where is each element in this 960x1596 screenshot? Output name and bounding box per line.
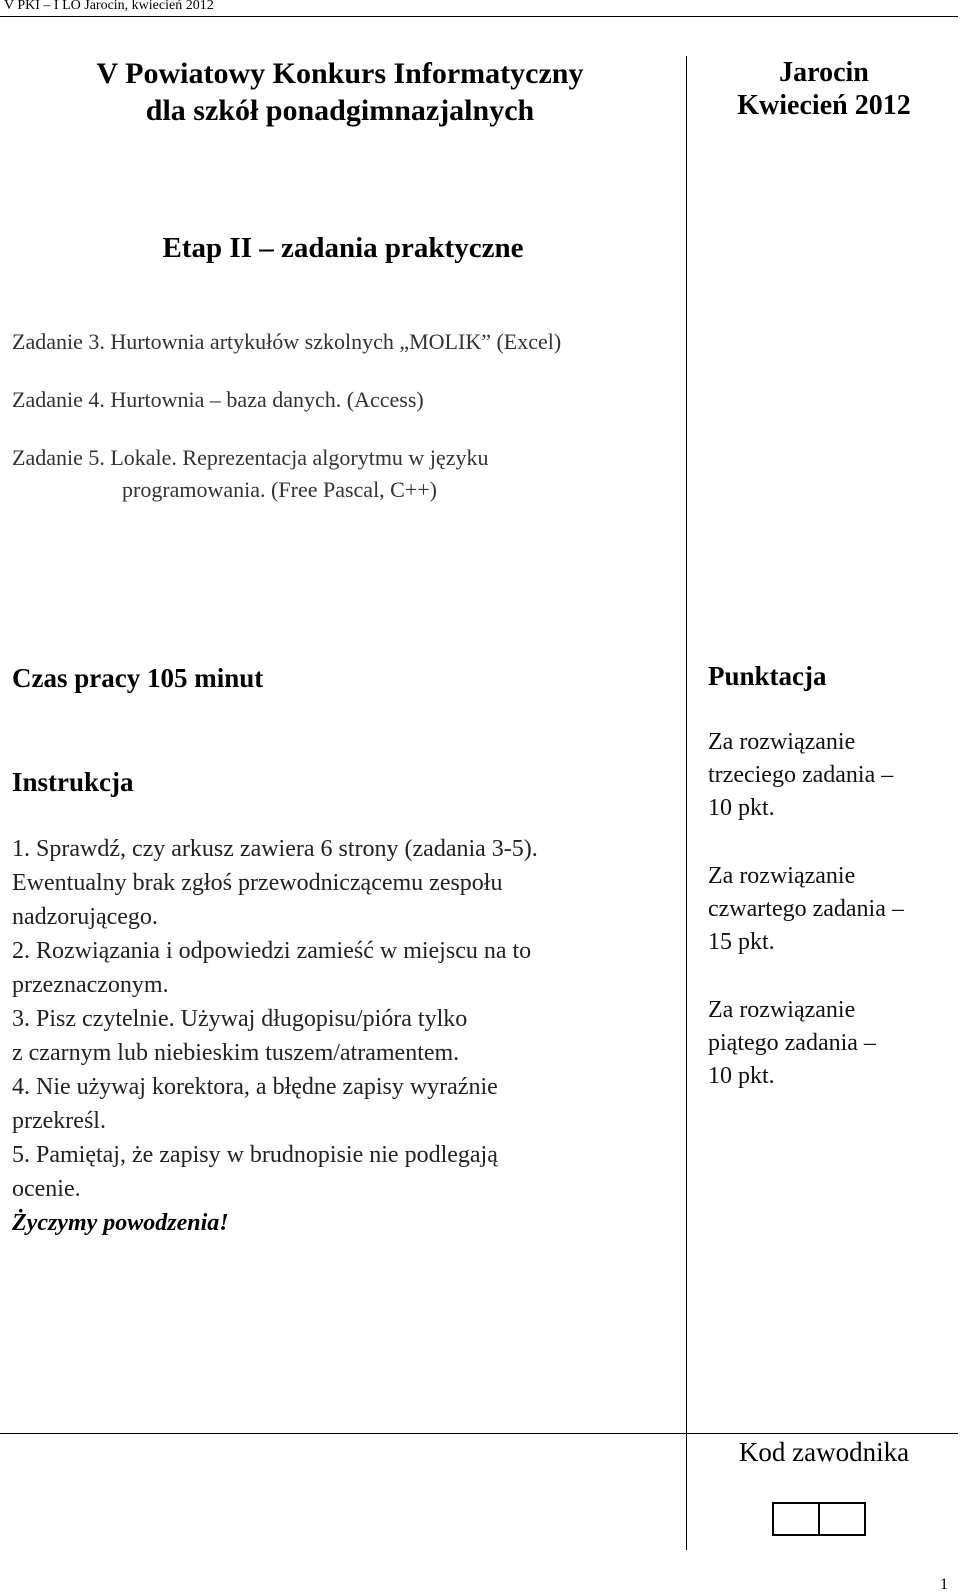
task-5-line-2: programowania. (Free Pascal, C++) [122, 477, 437, 502]
task-3: Zadanie 3. Hurtownia artykułów szkolnych „MOLIK” (Excel) [12, 329, 562, 354]
contestant-code-label: Kod zawodnika [738, 1437, 910, 1467]
horizontal-divider [0, 1433, 958, 1434]
instruction-line: przeznaczonym. [12, 972, 169, 998]
scoring-item-line: trzeciego zadania – [708, 762, 894, 788]
scoring-item-3 [708, 726, 893, 825]
scoring-item-4 [708, 860, 904, 959]
closing-wish: Życzymy powodzenia! [12, 1210, 229, 1236]
running-header [0, 0, 958, 17]
page-number: 1 [940, 1576, 948, 1593]
scoring-heading: Punktacja [708, 661, 827, 691]
instruction-line: ocenie. [12, 1176, 81, 1202]
work-time: Czas pracy 105 minut [12, 663, 264, 693]
task-4: Zadanie 4. Hurtownia – baza danych. (Access) [12, 387, 424, 412]
title-line-2: dla szkół ponadgimnazjalnych [145, 94, 535, 127]
scoring-item-line: piątego zadania – [708, 1030, 876, 1056]
scoring-item-5 [708, 994, 876, 1093]
instruction-line: Ewentualny brak zgłoś przewodniczącemu zespołu [12, 870, 503, 896]
instruction-line: przekreśl. [12, 1108, 106, 1134]
instructions-list [12, 832, 538, 1240]
instruction-line: 3. Pisz czytelnie. Używaj długopisu/pióra tylko [12, 1006, 468, 1032]
date: Kwiecień 2012 [737, 90, 911, 121]
vertical-divider [686, 56, 687, 1550]
instruction-line: 4. Nie używaj korektora, a błędne zapisy wyraźnie [12, 1074, 498, 1100]
instruction-line: 1. Sprawdź, czy arkusz zawiera 6 strony (zadania 3-5). [12, 836, 538, 862]
scoring-item-line: Za rozwiązanie [708, 997, 856, 1023]
scoring-item-points: 15 pkt. [708, 929, 775, 955]
city: Jarocin [779, 57, 869, 88]
instruction-line: z czarnym lub niebieskim tuszem/atramentem. [12, 1040, 460, 1066]
scoring-item-line: czwartego zadania – [708, 896, 904, 922]
scoring-item-points: 10 pkt. [708, 795, 775, 821]
instructions-heading: Instrukcja [12, 767, 134, 797]
stage-heading: Etap II – zadania praktyczne [162, 232, 524, 264]
title-line-1: V Powiatowy Konkurs Informatyczny [96, 57, 584, 90]
contestant-code-box-1[interactable] [772, 1502, 820, 1536]
task-5-line-1: Zadanie 5. Lokale. Reprezentacja algorytmu w języku [12, 445, 489, 470]
instruction-line: 2. Rozwiązania i odpowiedzi zamieść w miejscu na to [12, 938, 532, 964]
scoring-item-line: Za rozwiązanie [708, 729, 856, 755]
scoring-item-points: 10 pkt. [708, 1063, 775, 1089]
instruction-line: 5. Pamiętaj, że zapisy w brudnopisie nie podlegają [12, 1142, 498, 1168]
scoring-item-line: Za rozwiązanie [708, 863, 856, 889]
instruction-line: nadzorującego. [12, 904, 158, 930]
running-header-text: V PKI – I LO Jarocin, kwiecień 2012 [4, 0, 214, 13]
contestant-code-box-2[interactable] [818, 1502, 866, 1536]
